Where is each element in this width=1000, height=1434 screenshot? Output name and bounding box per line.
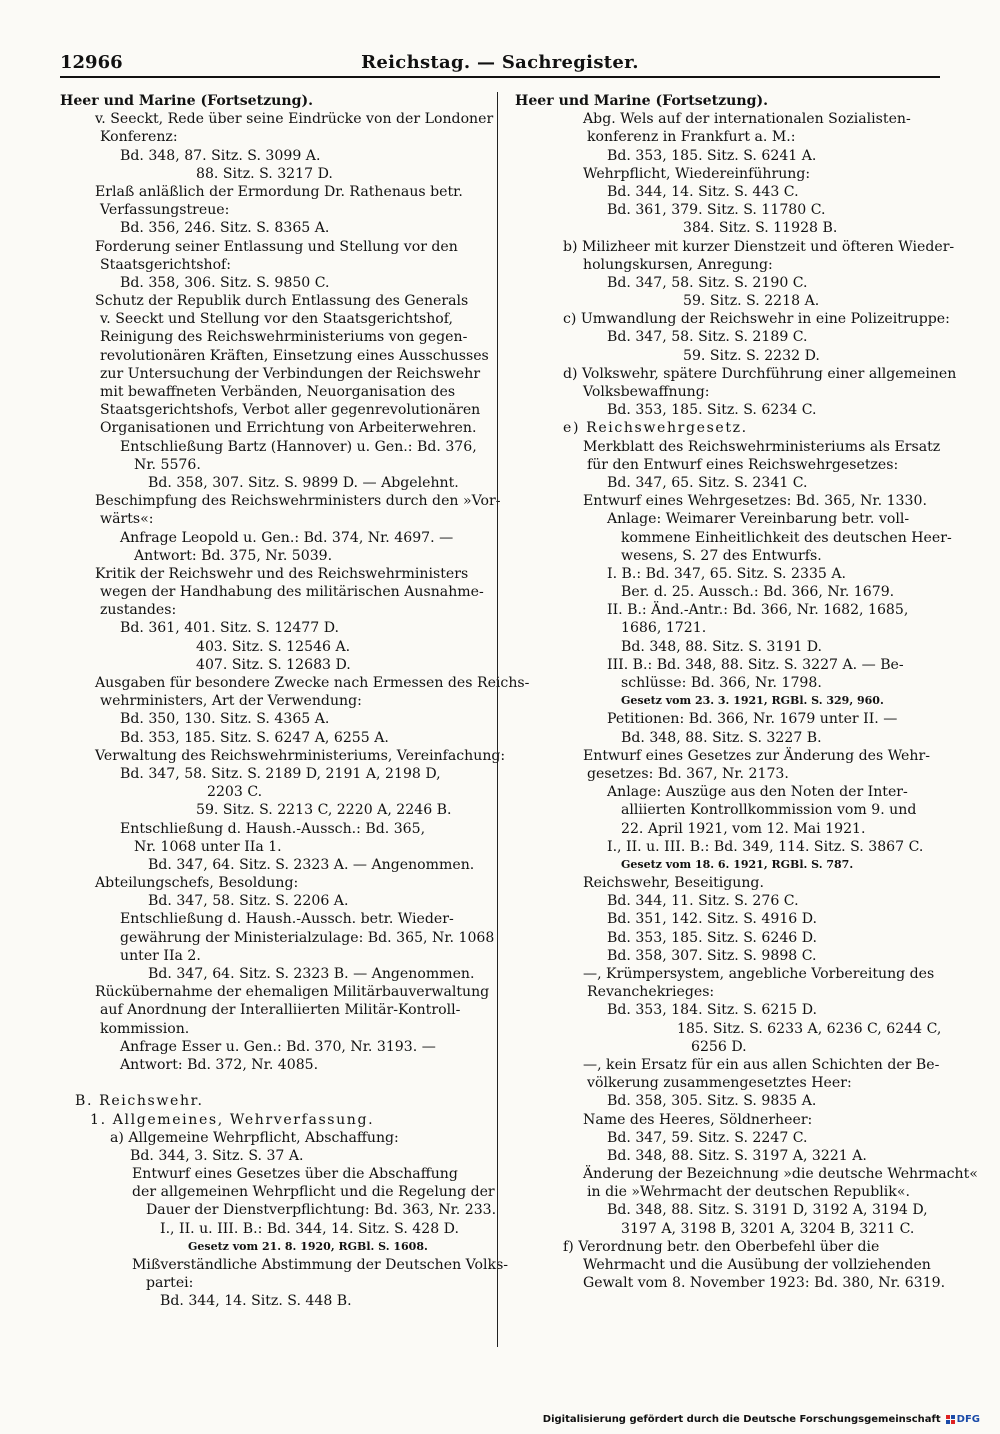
index-line: Merkblatt des Reichswehrministeriums als Ersatz (583, 438, 941, 455)
index-line: 1. Allgemeines, Wehrverfassung. (90, 1111, 375, 1128)
index-line: Bd. 356, 246. Sitz. S. 8365 A. (120, 220, 330, 237)
left-column (60, 92, 530, 1311)
index-line: Revanchekrieges: (587, 984, 715, 1001)
index-line: 1686, 1721. (621, 620, 707, 637)
index-line: 59. Sitz. S. 2232 D. (683, 347, 820, 364)
index-line: Mißverständliche Abstimmung der Deutschen Volks- (132, 1257, 509, 1273)
index-line: Anlage: Auszüge aus den Noten der Inter- (607, 784, 908, 801)
column-divider (497, 92, 498, 1347)
index-line: Bd. 348, 88. Sitz. S. 3197 A, 3221 A. (607, 1147, 867, 1164)
index-line: c) Umwandlung der Reichswehr in eine Polizeitruppe: (563, 311, 950, 328)
index-line: Entschließung d. Haush.-Aussch. betr. Wieder- (120, 911, 454, 928)
index-line: Bd. 358, 305. Sitz. S. 9835 A. (607, 1093, 817, 1110)
index-line: kommission. (100, 1020, 190, 1037)
index-line: a) Allgemeine Wehrpflicht, Abschaffung: (110, 1129, 399, 1146)
index-line: Organisationen und Errichtung von Arbeiterwehren. (100, 420, 477, 437)
index-line: holungskursen, Anregung: (583, 256, 773, 273)
dfg-logo (946, 1414, 980, 1425)
index-line: d) Volkswehr, spätere Durchführung einer allgemeinen (563, 365, 957, 382)
index-line: 2203 C. (207, 784, 263, 801)
index-line: Wehrpflicht, Wiedereinführung: (583, 165, 811, 182)
running-title: Reichstag. — Sachregister. (361, 52, 639, 73)
index-line: B. Reichswehr. (75, 1093, 204, 1110)
index-line: Staatsgerichtshofs, Verbot aller gegenrevolutionären (100, 402, 481, 419)
section-heading: Heer und Marine (Fortsetzung). (515, 93, 769, 109)
index-line: unter IIa 2. (120, 947, 201, 964)
index-line: Konferenz: (100, 129, 178, 146)
index-line: Dauer der Dienstverpflichtung: Bd. 363, Nr. 233. (146, 1202, 497, 1219)
index-line: Wehrmacht und die Ausübung der vollziehenden (583, 1257, 931, 1273)
index-line: b) Milizheer mit kurzer Dienstzeit und öfteren Wieder- (563, 238, 955, 255)
index-line: 3197 A, 3198 B, 3201 A, 3204 B, 3211 C. (621, 1220, 915, 1237)
index-line: Bd. 353, 185. Sitz. S. 6234 C. (607, 402, 817, 419)
index-line: Schutz der Republik durch Entlassung des Generals (95, 293, 469, 310)
index-line: —, kein Ersatz für ein aus allen Schichten der Be- (583, 1056, 940, 1073)
index-line: in die »Wehrmacht der deutschen Republik«. (587, 1184, 910, 1201)
index-line: Bd. 347, 65. Sitz. S. 2341 C. (607, 474, 808, 491)
index-line: wärts«: (100, 511, 154, 528)
index-line: Bd. 347, 58. Sitz. S. 2190 C. (607, 274, 808, 291)
index-line: Entwurf eines Gesetzes zur Änderung des Wehr- (583, 747, 930, 764)
index-line: Entwurf eines Wehrgesetzes: Bd. 365, Nr. 1330. (583, 493, 927, 510)
index-line: Ausgaben für besondere Zwecke nach Ermessen des Reichs- (95, 675, 530, 691)
index-line: Bd. 361, 379. Sitz. S. 11780 C. (607, 202, 826, 219)
index-line: Volksbewaffnung: (583, 384, 710, 400)
index-line: I. B.: Bd. 347, 65. Sitz. S. 2335 A. (607, 565, 847, 582)
index-line: Bd. 348, 87. Sitz. S. 3099 A. (120, 147, 321, 164)
index-line: kommene Einheitlichkeit des deutschen Heer- (621, 529, 952, 546)
index-line: konferenz in Frankfurt a. M.: (587, 129, 796, 146)
index-line: Gesetz vom 23. 3. 1921, RGBl. S. 329, 960. (621, 694, 884, 708)
index-line: Bd. 348, 88. Sitz. S. 3227 B. (621, 729, 822, 746)
index-line: 88. Sitz. S. 3217 D. (196, 165, 333, 182)
index-line: Ber. d. 25. Aussch.: Bd. 366, Nr. 1679. (621, 584, 895, 601)
index-line: I., II. u. III. B.: Bd. 349, 114. Sitz. S. 3867 C. (607, 838, 924, 855)
index-line: partei: (146, 1275, 194, 1292)
index-line: v. Seeckt und Stellung vor den Staatsgerichtshof, (100, 311, 453, 328)
index-line: Gewalt vom 8. November 1923: Bd. 380, Nr. 6319. (583, 1275, 946, 1292)
index-line: Bd. 344, 14. Sitz. S. 448 B. (160, 1293, 352, 1310)
footer-credit-text: Digitalisierung gefördert durch die Deutsche Forschungsgemeinschaft (542, 1414, 941, 1425)
index-line: Bd. 347, 59. Sitz. S. 2247 C. (607, 1129, 808, 1146)
index-line: Bd. 344, 14. Sitz. S. 443 C. (607, 183, 799, 200)
index-line: auf Anordnung der Interalliierten Militär-Kontroll- (100, 1002, 461, 1019)
index-line: Entwurf eines Gesetzes über die Abschaffung (132, 1166, 458, 1183)
index-line: zustandes: (100, 602, 177, 619)
index-line: Antwort: Bd. 375, Nr. 5039. (134, 547, 333, 564)
index-line: mit bewaffneten Verbänden, Neuorganisation des (100, 384, 456, 400)
dfg-logo-text: DFG (956, 1414, 980, 1425)
index-line: alliierten Kontrollkommission vom 9. und (621, 802, 917, 819)
header-rule (60, 76, 940, 78)
index-line: Bd. 350, 130. Sitz. S. 4365 A. (120, 711, 330, 728)
index-line: 185. Sitz. S. 6233 A, 6236 C, 6244 C, (677, 1020, 942, 1037)
index-line: Kritik der Reichswehr und des Reichswehrministers (95, 565, 469, 582)
index-line: schlüsse: Bd. 366, Nr. 1798. (621, 675, 822, 691)
index-line: Abteilungschefs, Besoldung: (95, 875, 299, 892)
index-line: —, Krümpersystem, angebliche Vorbereitung des (583, 966, 935, 982)
index-line: Entschließung Bartz (Hannover) u. Gen.: Bd. 376, (120, 438, 477, 455)
index-line: Reinigung des Reichswehrministeriums von gegen- (100, 329, 468, 346)
index-line: Nr. 1068 unter IIa 1. (134, 838, 282, 855)
index-line: 59. Sitz. S. 2218 A. (683, 293, 820, 310)
index-line: Entschließung d. Haush.-Aussch.: Bd. 365, (120, 820, 426, 837)
index-line: wehrministers, Art der Verwendung: (100, 693, 362, 710)
dfg-mark-icon (946, 1415, 955, 1424)
page-number: 12966 (60, 52, 123, 73)
index-line: Bd. 348, 88. Sitz. S. 3191 D. (621, 638, 823, 655)
index-line: 22. April 1921, vom 12. Mai 1921. (621, 820, 866, 837)
index-line: Petitionen: Bd. 366, Nr. 1679 unter II. — (607, 711, 898, 728)
index-line: Bd. 347, 64. Sitz. S. 2323 B. — Angenommen. (148, 966, 475, 982)
index-line: Verfassungstreue: (100, 202, 230, 219)
index-line: der allgemeinen Wehrpflicht und die Regelung der (132, 1184, 495, 1201)
index-line: Beschimpfung des Reichswehrministers durch den »Vor- (95, 493, 501, 510)
index-line: 407. Sitz. S. 12683 D. (196, 656, 351, 673)
index-line: Bd. 353, 185. Sitz. S. 6246 D. (607, 929, 818, 946)
index-line: Staatsgerichtshof: (100, 256, 232, 273)
index-line: Bd. 358, 306. Sitz. S. 9850 C. (120, 274, 330, 291)
index-line: Bd. 347, 58. Sitz. S. 2189 C. (607, 329, 808, 346)
spacer (60, 1074, 480, 1092)
index-line: Bd. 344, 11. Sitz. S. 276 C. (607, 893, 799, 910)
index-line: 6256 D. (691, 1038, 747, 1055)
index-line: zur Untersuchung der Verbindungen der Reichswehr (100, 365, 481, 382)
index-line: Anfrage Esser u. Gen.: Bd. 370, Nr. 3193. — (120, 1038, 436, 1055)
index-line: Verwaltung des Reichswehrministeriums, Vereinfachung: (95, 747, 506, 764)
index-line: 403. Sitz. S. 12546 A. (196, 638, 351, 655)
right-column (515, 92, 978, 1292)
index-line: Bd. 358, 307. Sitz. S. 9898 C. (607, 947, 817, 964)
index-line: v. Seeckt, Rede über seine Eindrücke von der Londoner (95, 111, 494, 128)
index-line: Bd. 347, 58. Sitz. S. 2189 D, 2191 A, 2198 D, (120, 765, 441, 782)
section-heading: Heer und Marine (Fortsetzung). (60, 93, 314, 109)
index-line: wegen der Handhabung des militärischen Ausnahme- (100, 584, 484, 601)
index-line: Bd. 347, 64. Sitz. S. 2323 A. — Angenommen. (148, 856, 475, 873)
index-line: I., II. u. III. B.: Bd. 344, 14. Sitz. S. 428 D. (160, 1220, 459, 1237)
index-line: Reichswehr, Beseitigung. (583, 875, 764, 892)
index-line: wesens, S. 27 des Entwurfs. (621, 547, 822, 564)
index-line: 384. Sitz. S. 11928 B. (683, 220, 838, 237)
index-line: II. B.: Änd.-Antr.: Bd. 366, Nr. 1682, 1685, (607, 602, 909, 619)
index-line: gesetzes: Bd. 367, Nr. 2173. (587, 765, 789, 782)
index-line: völkerung zusammengesetztes Heer: (587, 1075, 852, 1092)
index-line: Bd. 353, 184. Sitz. S. 6215 D. (607, 1002, 818, 1019)
index-line: Erlaß anläßlich der Ermordung Dr. Rathenaus betr. (95, 183, 463, 200)
index-line: e) Reichswehrgesetz. (563, 420, 748, 437)
index-line: Bd. 353, 185. Sitz. S. 6247 A, 6255 A. (120, 729, 389, 746)
index-line: revolutionären Kräften, Einsetzung eines Ausschusses (100, 347, 489, 364)
index-line: III. B.: Bd. 348, 88. Sitz. S. 3227 A. — Be- (607, 656, 904, 673)
index-line: Gesetz vom 21. 8. 1920, RGBl. S. 1608. (188, 1239, 428, 1253)
index-line: Abg. Wels auf der internationalen Sozialisten- (583, 111, 911, 128)
index-line: Bd. 348, 88. Sitz. S. 3191 D, 3192 A, 3194 D, (607, 1202, 928, 1219)
index-line: Rückübernahme der ehemaligen Militärbauverwaltung (95, 984, 490, 1001)
index-line: Nr. 5576. (134, 456, 201, 473)
index-line: Anlage: Weimarer Vereinbarung betr. voll- (607, 511, 910, 528)
index-line: Bd. 347, 58. Sitz. S. 2206 A. (148, 893, 349, 910)
index-line: Bd. 358, 307. Sitz. S. 9899 D. — Abgelehnt. (148, 474, 459, 491)
index-line: Anfrage Leopold u. Gen.: Bd. 374, Nr. 4697. — (120, 529, 454, 546)
index-line: Bd. 361, 401. Sitz. S. 12477 D. (120, 620, 339, 637)
index-line: gewährung der Ministerialzulage: Bd. 365, Nr. 1068 (120, 929, 495, 946)
index-line: 59. Sitz. S. 2213 C, 2220 A, 2246 B. (196, 802, 452, 819)
index-line: Name des Heeres, Söldnerheer: (583, 1111, 813, 1128)
index-line: Bd. 344, 3. Sitz. S. 37 A. (130, 1147, 304, 1164)
index-line: f) Verordnung betr. den Oberbefehl über die (563, 1238, 880, 1255)
index-line: Forderung seiner Entlassung und Stellung vor den (95, 238, 458, 255)
index-line: Änderung der Bezeichnung »die deutsche Wehrmacht« (583, 1166, 978, 1183)
index-line: Gesetz vom 18. 6. 1921, RGBl. S. 787. (621, 857, 854, 871)
index-line: Bd. 351, 142. Sitz. S. 4916 D. (607, 911, 818, 928)
footer-credit (543, 1414, 980, 1425)
index-line: Bd. 353, 185. Sitz. S. 6241 A. (607, 147, 817, 164)
index-line: für den Entwurf eines Reichswehrgesetzes: (587, 456, 899, 473)
index-line: Antwort: Bd. 372, Nr. 4085. (120, 1056, 319, 1073)
